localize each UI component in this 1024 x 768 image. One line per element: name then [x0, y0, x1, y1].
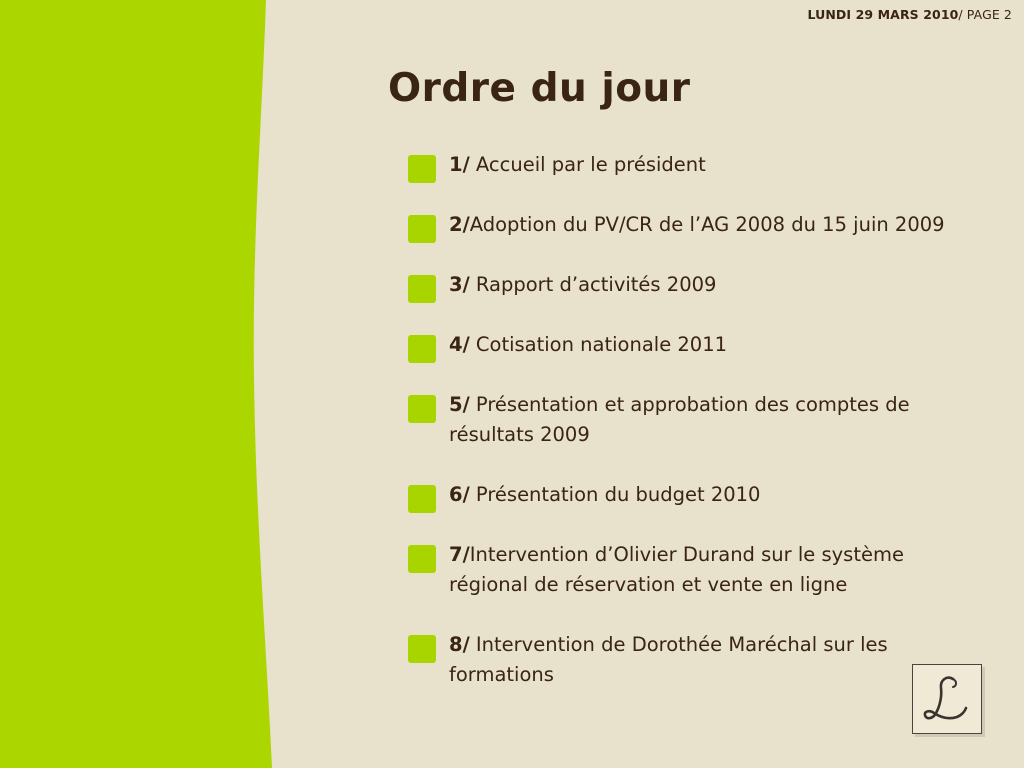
square-bullet-icon [408, 215, 436, 243]
agenda-item-number: 5/ [449, 393, 470, 416]
agenda-item-5 [408, 390, 988, 450]
agenda-item-text: Présentation du budget 2010 [469, 483, 761, 506]
slide-title: Ordre du jour [388, 66, 691, 111]
agenda-item-number: 6/ [449, 483, 470, 506]
agenda-item-number: 7/ [449, 543, 470, 566]
square-bullet-icon [408, 395, 436, 423]
agenda-item-text: Cotisation nationale 2011 [469, 333, 728, 356]
square-bullet-icon [408, 335, 436, 363]
slide-header [807, 7, 1012, 22]
agenda-item-7 [408, 540, 988, 600]
agenda-item-text: Accueil par le président [469, 153, 706, 176]
agenda-item-text: Présentation et approbation des comptes de résultats 2009 [449, 393, 910, 446]
header-page-number: / PAGE 2 [958, 7, 1012, 22]
agenda-item-number: 8/ [449, 633, 470, 656]
header-date: LUNDI 29 MARS 2010 [807, 7, 959, 22]
agenda-item-4 [408, 330, 988, 360]
agenda-item-3 [408, 270, 988, 300]
square-bullet-icon [408, 485, 436, 513]
agenda-item-8 [408, 630, 988, 690]
agenda-item-2 [408, 210, 988, 240]
agenda-item-number: 3/ [449, 273, 470, 296]
l-monogram-logo [912, 664, 982, 734]
square-bullet-icon [408, 545, 436, 573]
agenda-item-text: Rapport d’activités 2009 [469, 273, 717, 296]
square-bullet-icon [408, 155, 436, 183]
agenda-list [408, 150, 988, 720]
agenda-item-6 [408, 480, 988, 510]
square-bullet-icon [408, 275, 436, 303]
square-bullet-icon [408, 635, 436, 663]
agenda-item-number: 4/ [449, 333, 470, 356]
agenda-item-text: Intervention d’Olivier Durand sur le système régional de réservation et vente en ligne [449, 543, 904, 596]
agenda-item-number: 1/ [449, 153, 470, 176]
l-monogram-icon [913, 665, 980, 732]
green-side-panel [0, 0, 300, 768]
agenda-item-text: Intervention de Dorothée Maréchal sur les formations [449, 633, 888, 686]
agenda-item-number: 2/ [449, 213, 470, 236]
agenda-item-1 [408, 150, 988, 180]
agenda-item-text: Adoption du PV/CR de l’AG 2008 du 15 juin 2009 [469, 213, 945, 236]
